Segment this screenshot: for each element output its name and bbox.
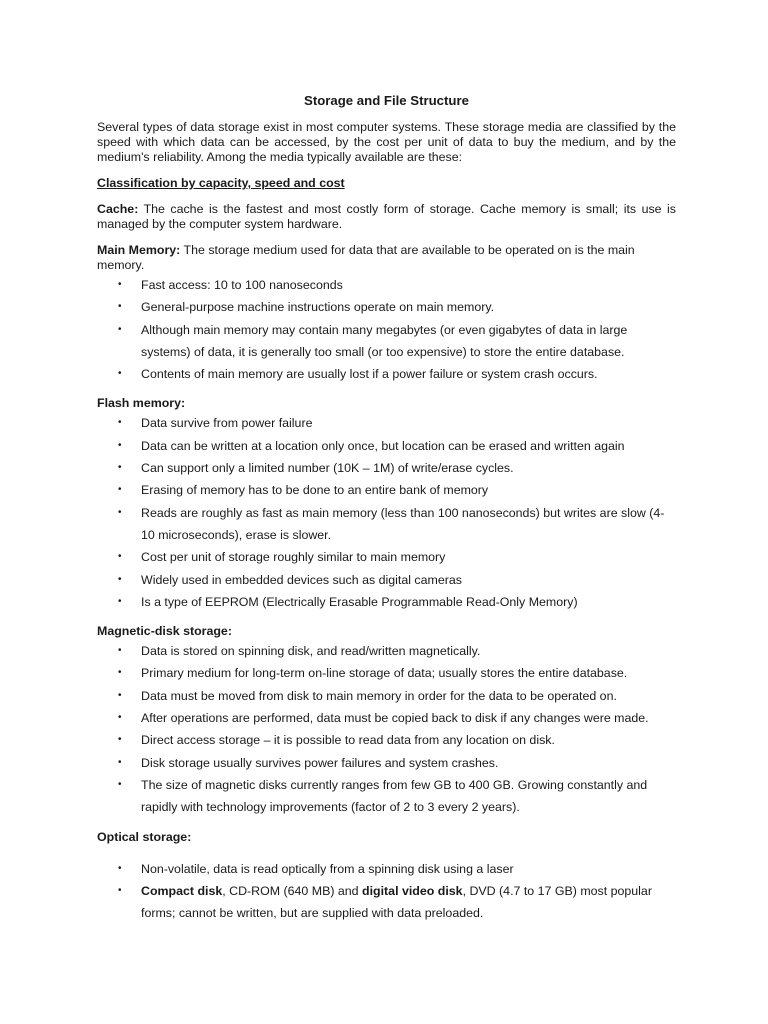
bullet-icon: • (118, 279, 122, 290)
main-memory-list (97, 274, 676, 385)
bullet-icon: • (118, 667, 122, 679)
list-item (97, 546, 676, 568)
list-item-text: Is a type of EEPROM (Electrically Erasable Programmable Read-Only Memory) (141, 594, 578, 609)
list-item (97, 752, 676, 774)
list-item-text: Fast access: 10 to 100 nanoseconds (141, 278, 343, 292)
list-item (97, 774, 676, 819)
list-item (97, 729, 676, 751)
optical-storage-heading: Optical storage: (97, 829, 192, 844)
list-item-text: After operations are performed, data must be copied back to disk if any changes were made. (141, 711, 649, 726)
bullet-icon: • (118, 551, 122, 563)
flash-memory-list (97, 412, 676, 613)
list-item (97, 319, 676, 364)
bullet-icon: • (118, 323, 122, 335)
bullet-icon: • (118, 368, 122, 380)
list-item (97, 591, 676, 613)
list-item (97, 363, 676, 385)
bullet-icon: • (118, 439, 122, 451)
list-item (97, 412, 676, 434)
list-item-text: Primary medium for long-term on-line storage of data; usually stores the entire database. (141, 666, 628, 681)
flash-memory-heading: Flash memory: (97, 396, 186, 411)
list-item-text: Data is stored on spinning disk, and read/written magnetically. (141, 644, 481, 659)
compact-disk-term: Compact disk (141, 883, 223, 898)
list-item-text: Erasing of memory has to be done to an entire bank of memory (141, 483, 489, 498)
list-item-text: Disk storage usually survives power failures and system crashes. (141, 755, 499, 770)
list-item-text: Cost per unit of storage roughly similar to main memory (141, 550, 446, 565)
bullet-icon: • (118, 756, 122, 768)
list-item (97, 502, 676, 547)
list-item-text: , CD-ROM (640 MB) and (222, 883, 363, 898)
list-item (97, 880, 676, 925)
bullet-icon: • (118, 689, 122, 701)
bullet-icon: • (118, 484, 122, 496)
list-item (97, 662, 676, 684)
list-item (97, 569, 676, 591)
bullet-icon: • (118, 778, 122, 790)
list-item-text: Non-volatile, data is read optically from a spinning disk using a laser (141, 861, 514, 876)
list-item-text: General-purpose machine instructions operate on main memory. (141, 300, 495, 315)
bullet-icon: • (118, 712, 122, 724)
bullet-icon: • (118, 506, 122, 518)
list-item-text: Although main memory may contain many megabytes (or even gigabytes of data in large systems) of data, it is generally too small (or too expensive) to store the entire database. (141, 322, 628, 359)
list-item (97, 435, 676, 457)
cache-label: Cache: (97, 202, 139, 216)
bullet-icon: • (118, 645, 122, 657)
list-item (97, 479, 676, 501)
magnetic-disk-heading: Magnetic-disk storage: (97, 624, 232, 639)
list-item-text: Reads are roughly as fast as main memory (less than 100 nanoseconds) but writes are slow (4-10 microseconds), erase is slower. (141, 505, 665, 542)
list-item (97, 685, 676, 707)
intro-paragraph: Several types of data storage exist in most computer systems. These storage media are classified by the speed with which data can be accessed, by the cost per unit of data to buy the medium, and by the medium's reliability. Among the media typically available are these: (97, 120, 676, 164)
list-item (97, 296, 676, 318)
main-memory-label: Main Memory: (97, 243, 181, 257)
document-title: Storage and File Structure (304, 93, 469, 108)
optical-storage-list (97, 858, 676, 925)
bullet-icon: • (118, 734, 122, 746)
list-item-text: Can support only a limited number (10K – 1M) of write/erase cycles. (141, 461, 514, 476)
classification-heading: Classification by capacity, speed and cost (97, 176, 345, 190)
list-item (97, 274, 676, 296)
list-item (97, 707, 676, 729)
list-item (97, 640, 676, 662)
bullet-icon: • (118, 462, 122, 474)
bullet-icon: • (118, 884, 122, 896)
cache-text: The cache is the fastest and most costly form of storage. Cache memory is small; its use is managed by the computer system hardware. (97, 202, 676, 231)
bullet-icon: • (118, 862, 122, 874)
list-item (97, 858, 676, 880)
bullet-icon: • (118, 573, 122, 585)
main-memory-text: The storage medium used for data that are available to be operated on is the main memory. (97, 243, 635, 272)
cache-paragraph (97, 202, 676, 232)
list-item-text: , DVD (4.7 to 17 GB) most popular forms; cannot be written, but are supplied with data preloaded. (141, 883, 652, 921)
list-item-text: Data must be moved from disk to main memory in order for the data to be operated on. (141, 688, 617, 703)
list-item (97, 457, 676, 479)
bullet-icon: • (118, 417, 122, 429)
list-item-text: Data survive from power failure (141, 416, 313, 431)
list-item-text: Direct access storage – it is possible to read data from any location on disk. (141, 733, 555, 748)
digital-video-disk-term: digital video disk (362, 883, 463, 898)
list-item-text: Contents of main memory are usually lost if a power failure or system crash occurs. (141, 367, 598, 382)
magnetic-disk-list (97, 640, 676, 818)
bullet-icon: • (118, 301, 122, 313)
list-item-text: Data can be written at a location only once, but location can be erased and written again (141, 438, 625, 453)
list-item-text: Widely used in embedded devices such as digital cameras (141, 572, 462, 587)
bullet-icon: • (118, 595, 122, 607)
main-memory-paragraph (97, 243, 676, 273)
list-item-text: The size of magnetic disks currently ranges from few GB to 400 GB. Growing constantly and rapidly with technology improvements (factor of 2 to 3 every 2 years). (141, 777, 648, 815)
